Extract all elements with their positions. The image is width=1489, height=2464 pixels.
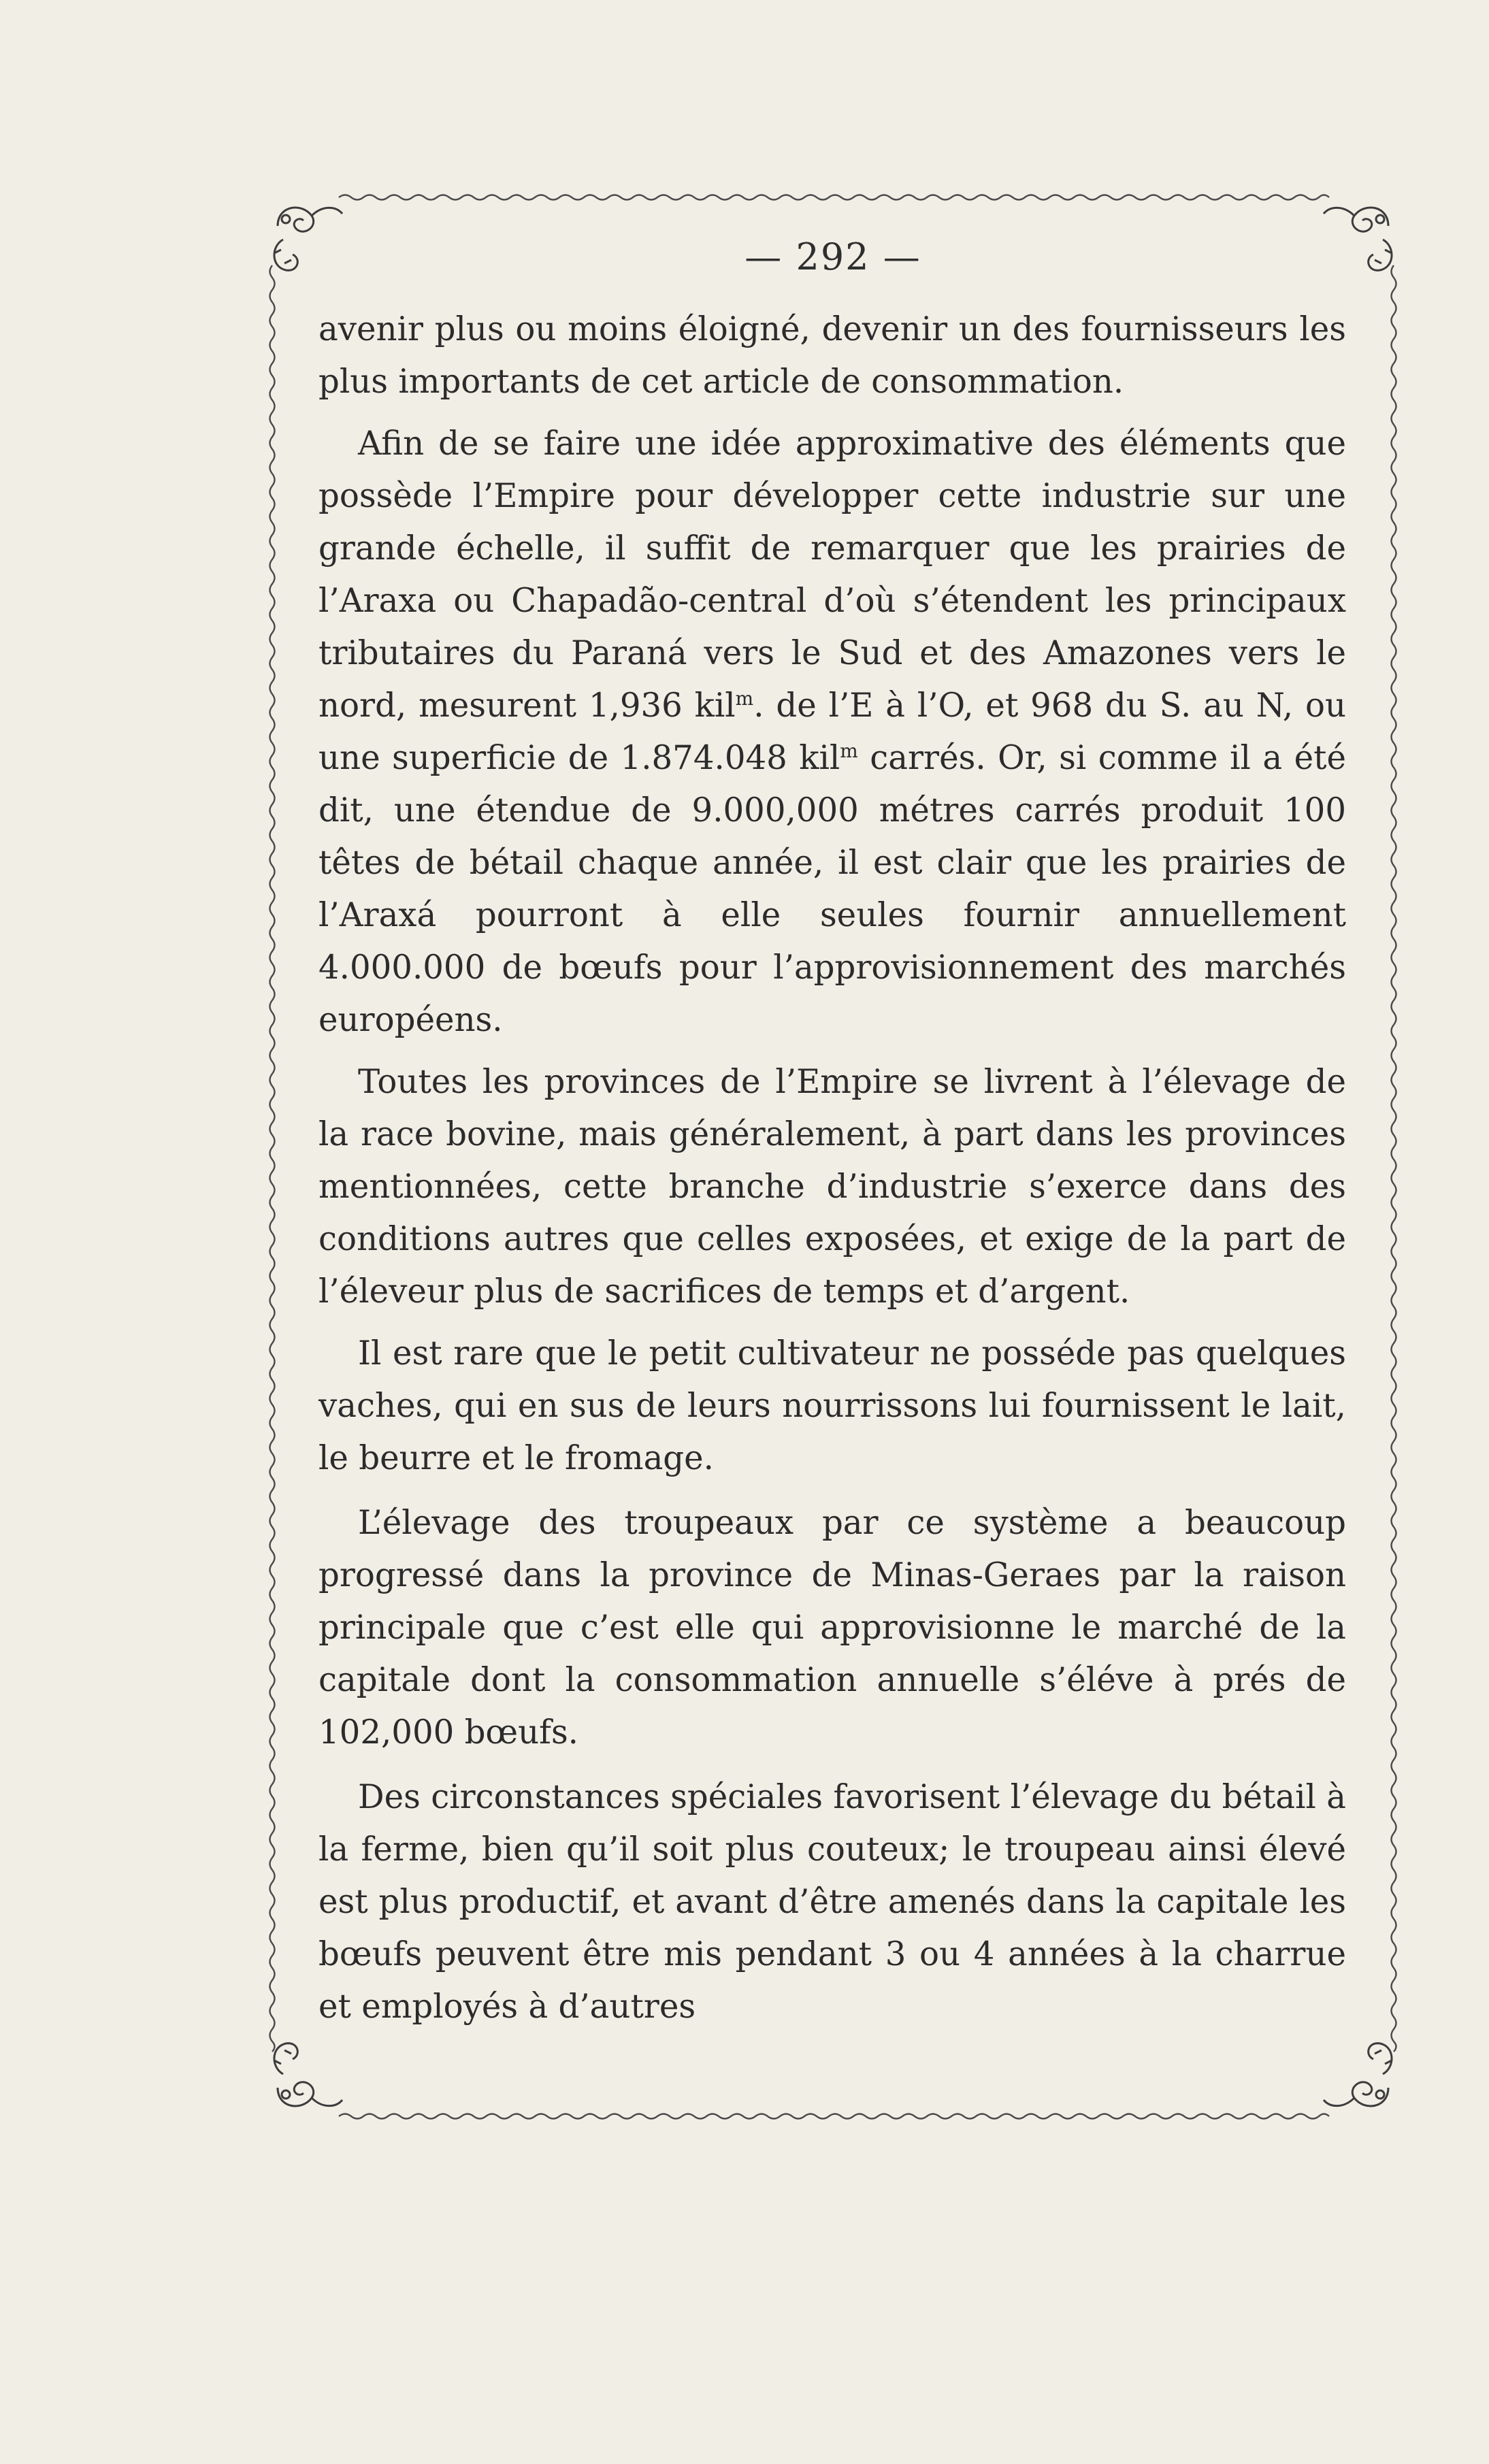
page-frame — [250, 184, 1416, 2130]
paragraph-2 — [318, 418, 1346, 1047]
paragraph-2-part-1: Afin de se faire une idée approximative des éléments que possède l’Empire pour développer cette industrie sur une grande échelle, il suffit de remarquer que les prairies de l’Araxa ou Chapadão-central d’où s’étendent les principaux tributaires du Paraná vers le Sud et des Amazones vers le nord, mesurent 1,936 kil — [318, 425, 1346, 725]
body-text — [318, 303, 1346, 2043]
top-wavy-border — [339, 195, 1329, 200]
page-number: — 292 — — [744, 235, 921, 278]
left-wavy-border — [270, 265, 275, 2052]
paragraph-5: L’élevage des troupeaux par ce système a beaucoup progressé dans la province de Minas-Geraes par la raison principale que c’est elle qui approvisionne le marché de la capitale dont la consommation annuelle s’éléve à prés de 102,000 bœufs. — [318, 1504, 1346, 1752]
right-wavy-border — [1392, 265, 1396, 2052]
unit-superscript-1: m — [735, 687, 754, 710]
bottom-left-corner-icon — [274, 2043, 342, 2106]
unit-superscript-2: m — [840, 739, 858, 762]
paragraph-1: avenir plus ou moins éloigné, devenir un des fournisseurs les plus importants de cet article de consommation. — [318, 310, 1346, 401]
paragraph-2-part-3: carrés. Or, si comme il a été dit, une étendue de 9.000,000 métres carrés produit 100 têtes de bétail chaque année, il est clair que les prairies de l’Araxá pourront à elle seules fournir annuellement 4.000.000 de bœufs pour l’approvisionnement des marchés européens. — [318, 739, 1346, 1039]
paragraph-2-part-2: . de l’E à l’O, et 968 du S. au N, ou une superficie de 1.874.048 kil — [318, 687, 1346, 777]
paragraph-4: Il est rare que le petit cultivateur ne posséde pas quelques vaches, qui en sus de leurs nourrissons lui fournissent le lait, le beurre et le fromage. — [318, 1334, 1346, 1477]
bottom-right-corner-icon — [1324, 2043, 1392, 2106]
paragraph-6: Des circonstances spéciales favorisent l’élevage du bétail à la ferme, bien qu’il soit plus couteux; le troupeau ainsi élevé est plus productif, et avant d’être amenés dans la capitale les bœufs peuvent être mis pendant 3 ou 4 années à la charrue et employés à d’autres — [318, 1778, 1346, 2026]
paragraph-3: Toutes les provinces de l’Empire se livrent à l’élevage de la race bovine, mais généralement, à part dans les provinces mentionnées, cette branche d’industrie s’exerce dans des conditions autres que celles exposées, et exige de la part de l’éleveur plus de sacrifices de temps et d’argent. — [318, 1063, 1346, 1311]
bottom-wavy-border — [339, 2114, 1329, 2119]
